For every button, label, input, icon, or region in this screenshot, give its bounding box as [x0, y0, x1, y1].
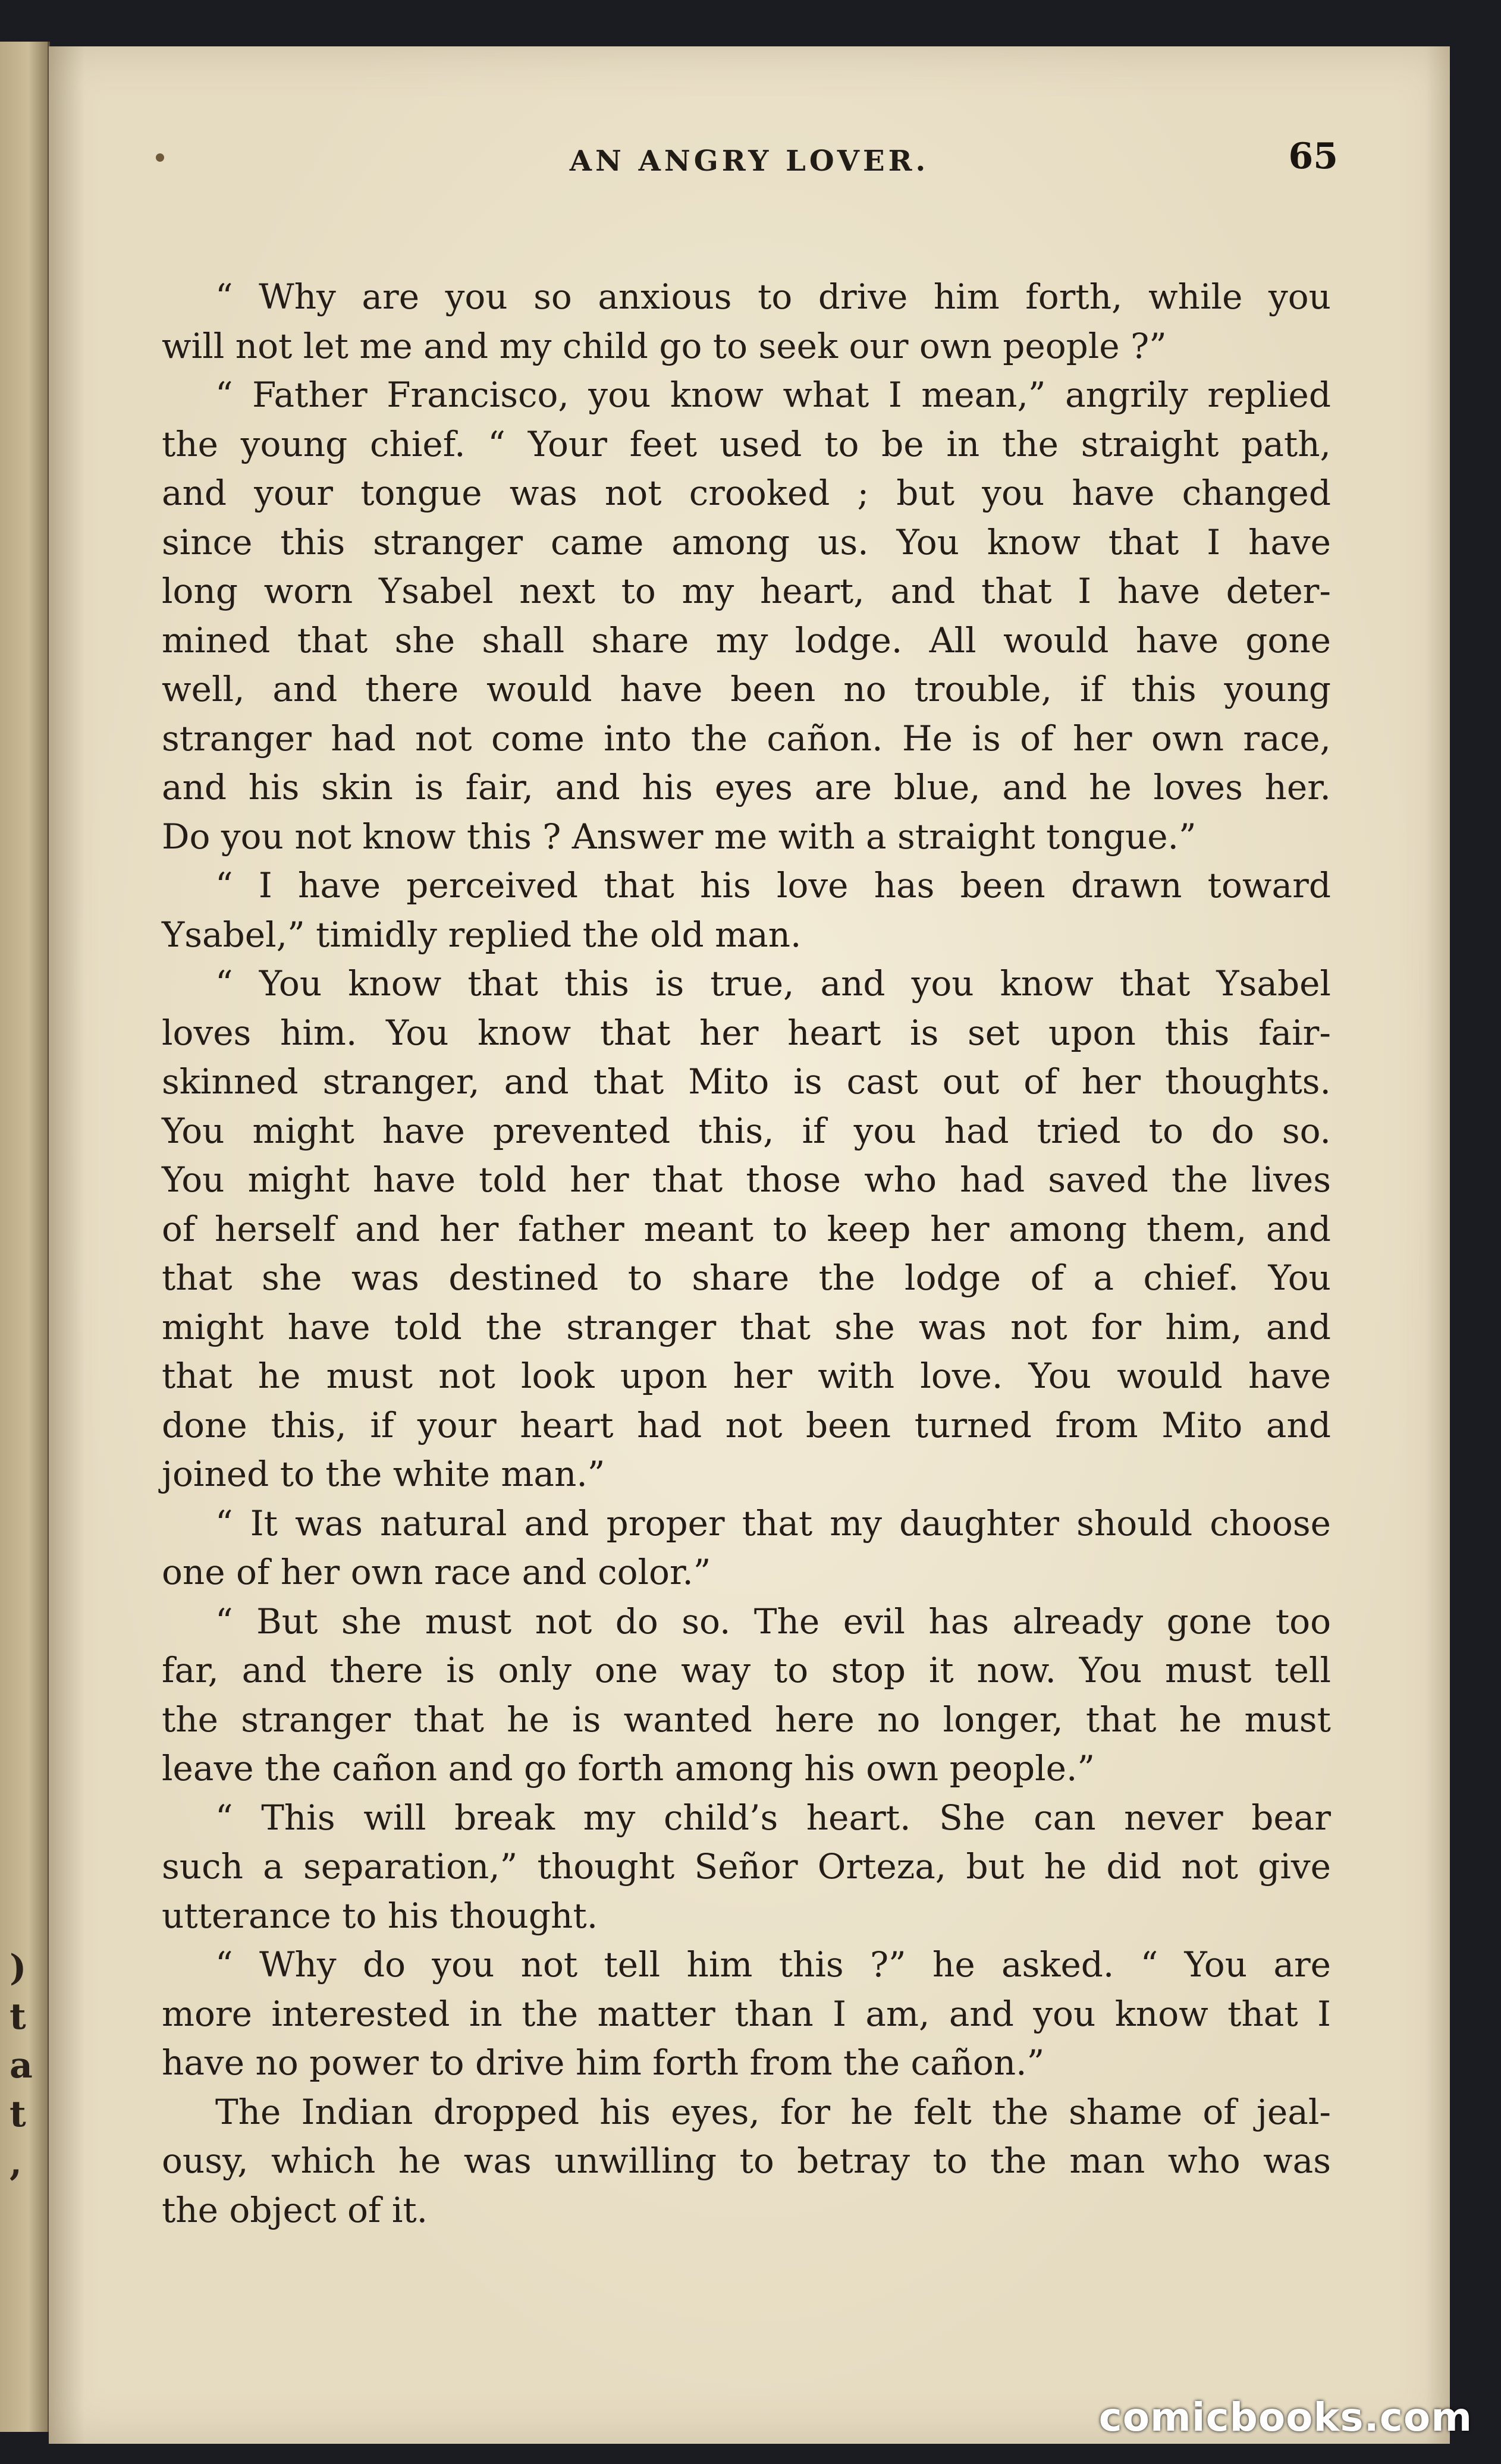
- text-line: and his skin is fair, and his eyes are blue, and he loves her.: [162, 767, 1331, 807]
- text-line: have no power to drive him forth from the cañon.”: [162, 2042, 1045, 2083]
- text-line: stranger had not come into the cañon. He is of her own race,: [162, 718, 1331, 759]
- text-line: “ You know that this is true, and you know that Ysabel: [215, 963, 1331, 1004]
- text-line: the young chief. “ Your feet used to be in the straight path,: [162, 423, 1331, 464]
- text-line: and your tongue was not crooked ; but you have changed: [162, 473, 1331, 513]
- text-line: The Indian dropped his eyes, for he felt the shame of jeal-: [215, 2091, 1331, 2132]
- body-text: [162, 272, 1331, 2234]
- facing-page-mark: a: [10, 2045, 33, 2086]
- facing-page-mark: ): [10, 1947, 27, 1989]
- text-line: utterance to his thought.: [162, 1895, 598, 1936]
- text-line: “ It was natural and proper that my daughter should choose: [215, 1503, 1331, 1544]
- watermark: comicbooks.com: [1098, 2394, 1472, 2440]
- text-line: the object of it.: [162, 2189, 428, 2230]
- text-line: skinned stranger, and that Mito is cast out of her thoughts.: [162, 1061, 1331, 1102]
- text-line: leave the cañon and go forth among his own people.”: [162, 1748, 1095, 1789]
- text-line: long worn Ysabel next to my heart, and that I have deter-: [162, 571, 1331, 611]
- text-line: one of her own race and color.”: [162, 1552, 711, 1592]
- text-line: far, and there is only one way to stop it now. You must tell: [162, 1650, 1331, 1690]
- text-line: might have told the stranger that she was not for him, and: [162, 1306, 1331, 1347]
- text-line: that he must not look upon her with love. You would have: [162, 1356, 1331, 1396]
- text-line: the stranger that he is wanted here no longer, that he must: [162, 1699, 1331, 1740]
- text-line: that she was destined to share the lodge of a chief. You: [162, 1258, 1331, 1298]
- text-line: well, and there would have been no trouble, if this young: [162, 669, 1331, 709]
- text-line: of herself and her father meant to keep her among them, and: [162, 1208, 1331, 1249]
- text-line: loves him. You know that her heart is set upon this fair-: [162, 1012, 1331, 1053]
- text-line: You might have prevented this, if you had tried to do so.: [162, 1110, 1331, 1151]
- facing-page-mark: t: [10, 2094, 26, 2135]
- facing-page-edge: [0, 42, 50, 2432]
- facing-page-mark: ,: [10, 2142, 22, 2184]
- text-line: “ This will break my child’s heart. She can never bear: [215, 1797, 1331, 1838]
- text-line: Do you not know this ? Answer me with a straight tongue.”: [162, 816, 1197, 857]
- text-line: “ I have perceived that his love has been drawn toward: [215, 865, 1331, 906]
- page-number: 65: [1288, 136, 1338, 177]
- running-head: AN ANGRY LOVER.: [569, 144, 930, 178]
- text-line: “ Father Francisco, you know what I mean,” angrily replied: [215, 375, 1331, 415]
- text-line: such a separation,” thought Señor Orteza, but he did not give: [162, 1846, 1331, 1887]
- text-line: ousy, which he was unwilling to betray to the man who was: [162, 2141, 1331, 2181]
- text-line: joined to the white man.”: [162, 1454, 605, 1494]
- text-line: “ But she must not do so. The evil has already gone too: [215, 1601, 1331, 1642]
- facing-page-mark: t: [10, 1996, 26, 2038]
- text-line: since this stranger came among us. You know that I have: [162, 521, 1331, 562]
- text-line: “ Why are you so anxious to drive him forth, while you: [215, 276, 1331, 317]
- text-line: more interested in the matter than I am, and you know that I: [162, 1993, 1331, 2034]
- text-line: Ysabel,” timidly replied the old man.: [162, 914, 802, 955]
- text-line: You might have told her that those who had saved the lives: [162, 1159, 1331, 1200]
- text-line: done this, if your heart had not been turned from Mito and: [162, 1404, 1331, 1445]
- book-page: [49, 46, 1450, 2444]
- text-line: mined that she shall share my lodge. All would have gone: [162, 620, 1331, 661]
- text-line: will not let me and my child go to seek our own people ?”: [162, 325, 1167, 366]
- text-line: “ Why do you not tell him this ?” he asked. “ You are: [215, 1944, 1331, 1985]
